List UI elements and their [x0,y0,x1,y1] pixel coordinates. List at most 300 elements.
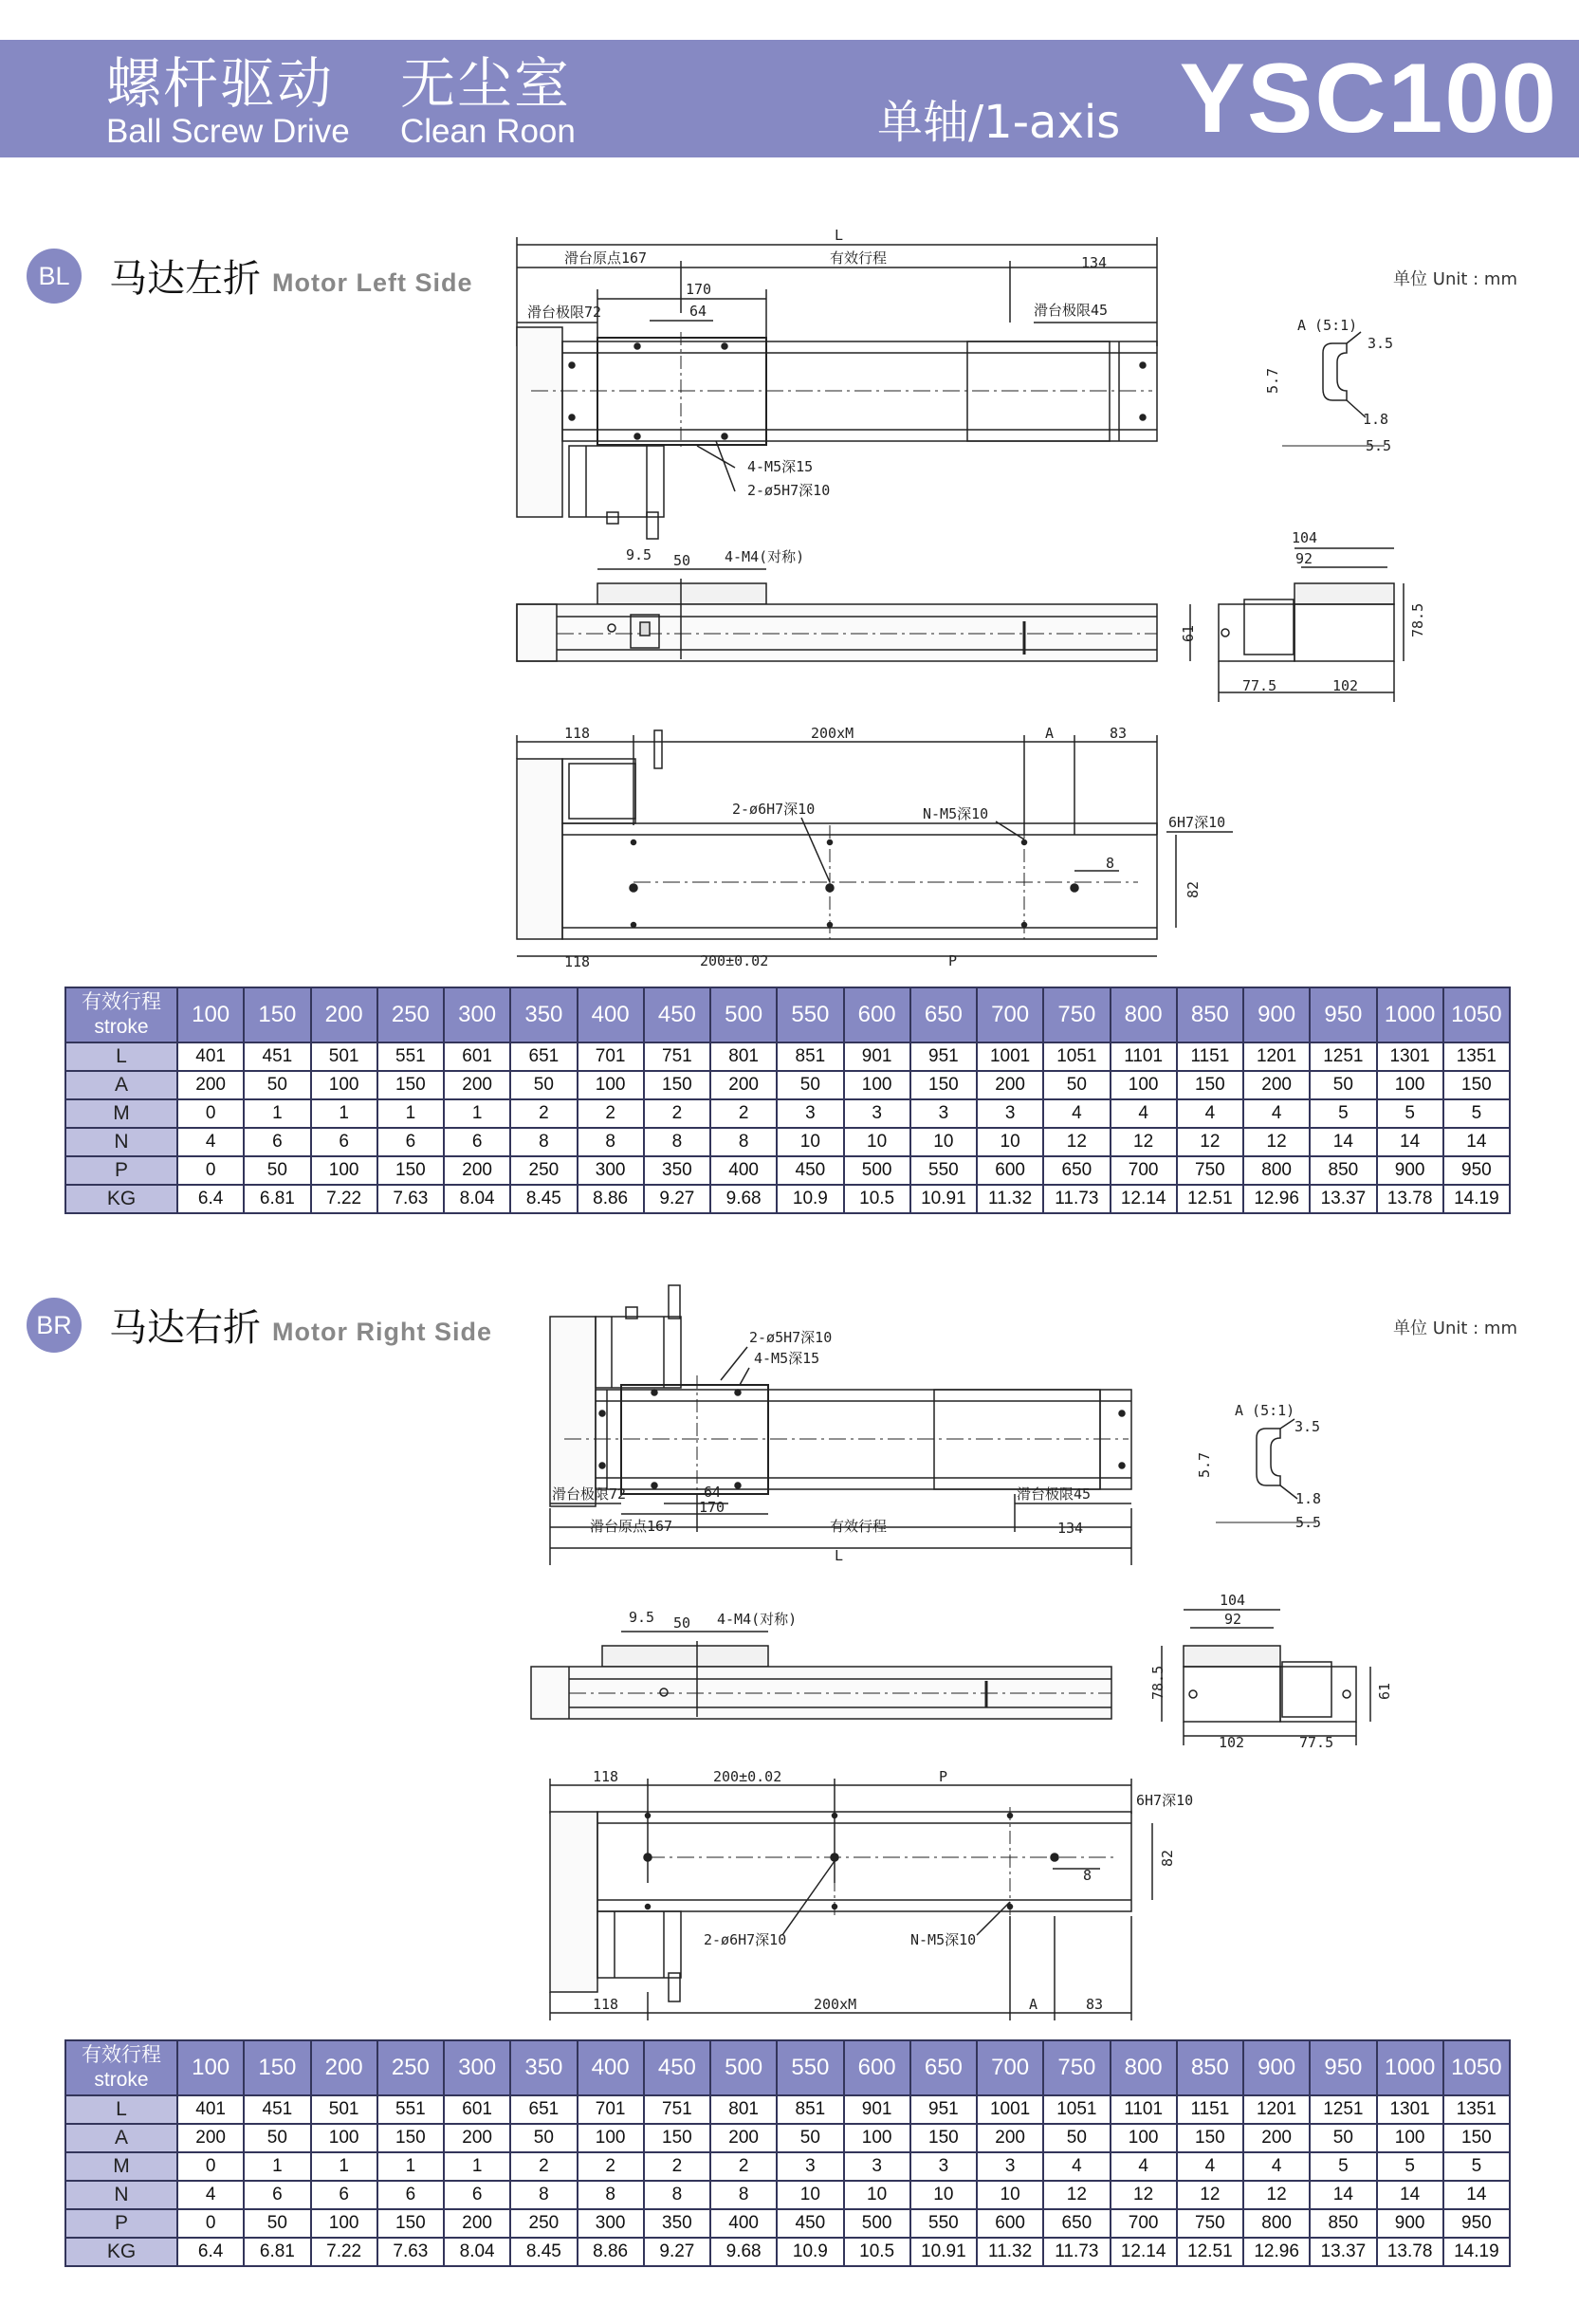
table-cell: 10 [777,1128,843,1156]
dim-64-br: 64 [704,1484,722,1501]
section-title-br-cn: 马达右折 [109,1306,261,1350]
table-cell: 100 [311,2124,377,2152]
table-cell: 14 [1443,1128,1510,1156]
table-cell: 1 [444,1099,510,1128]
stroke-column-header: 500 [710,987,777,1042]
table-cell: 650 [1043,1156,1110,1185]
table-row [65,2209,1510,2238]
dim-102-bl: 102 [1332,677,1359,694]
table-cell: 751 [644,1042,710,1071]
stroke-column-header: 650 [910,987,977,1042]
table-cell: 2 [710,1099,777,1128]
table-cell: 10.9 [777,2238,843,2266]
table-cell: 6 [444,2181,510,2209]
table-cell: 50 [1310,2124,1376,2152]
stroke-column-header: 850 [1177,987,1243,1042]
table-cell: 300 [578,1156,644,1185]
header-env-cn: 无尘室 [400,51,572,116]
dim-lim45-bl: 滑台极限45 [1034,302,1109,319]
dim-home-bl: 滑台原点167 [564,249,648,267]
table-cell: 200 [444,1156,510,1185]
table-cell: 701 [578,1042,644,1071]
table-row [65,2124,1510,2152]
stroke-column-header: 900 [1243,2040,1310,2095]
table-cell: 2 [510,2152,577,2181]
table-cell: 1 [244,1099,310,1128]
dim-200t-br: 200±0.02 [713,1768,782,1785]
header-env-en: Clean Roon [400,113,576,150]
dim-785-br: 78.5 [1149,1665,1166,1700]
table-cell: 401 [177,2095,244,2124]
table-row [65,1185,1510,1213]
dim-pin5-bl: 2-ø5H7深10 [747,482,831,499]
dim-8-bl: 8 [1106,855,1115,872]
row-label: KG [65,2238,177,2266]
row-label: M [65,1099,177,1128]
table-cell: 8.86 [578,2238,644,2266]
table-cell: 10 [910,1128,977,1156]
table-cell: 50 [1310,1071,1376,1099]
stroke-column-header: 250 [377,2040,444,2095]
table-cell: 9.68 [710,2238,777,2266]
table-cell: 600 [977,1156,1043,1185]
table-cell: 250 [510,2209,577,2238]
table-cell: 501 [311,1042,377,1071]
table-cell: 1101 [1111,2095,1177,2124]
table-row [65,1128,1510,1156]
table-row [65,2238,1510,2266]
table-cell: 901 [844,2095,910,2124]
table-cell: 6.81 [244,1185,310,1213]
table-cell: 1251 [1310,2095,1376,2124]
stroke-column-header: 450 [644,2040,710,2095]
table-cell: 13.78 [1377,1185,1443,1213]
table-cell: 200 [977,2124,1043,2152]
section-title-br-en: Motor Right Side [272,1318,492,1346]
table-cell: 50 [777,2124,843,2152]
table-cell: 650 [1043,2209,1110,2238]
table-cell: 750 [1177,1156,1243,1185]
table-cell: 50 [244,1156,310,1185]
dim-8-br: 8 [1083,1867,1092,1884]
section-badge-bl: BL [27,249,82,304]
table-cell: 200 [444,2124,510,2152]
table-cell: 651 [510,1042,577,1071]
stroke-column-header: 350 [510,2040,577,2095]
table-cell: 3 [777,2152,843,2181]
table-cell: 200 [977,1071,1043,1099]
table-cell: 13.37 [1310,2238,1376,2266]
stroke-column-header: 750 [1043,2040,1110,2095]
table-cell: 6 [377,2181,444,2209]
table-cell: 1 [444,2152,510,2181]
table-cell: 1301 [1377,1042,1443,1071]
dim-lim45-br: 滑台极限45 [1017,1485,1092,1503]
table-cell: 50 [1043,2124,1110,2152]
table-row [65,1071,1510,1099]
dim-detail-a-bl: A (5:1) [1297,317,1358,334]
dim-92-br: 92 [1224,1611,1242,1628]
table-cell: 9.27 [644,1185,710,1213]
dim-L-br: L [835,1547,844,1564]
table-cell: 150 [377,1071,444,1099]
table-cell: 5 [1310,1099,1376,1128]
table-cell: 12 [1111,1128,1177,1156]
dim-lim72-bl: 滑台极限72 [527,304,602,321]
table-cell: 7.63 [377,1185,444,1213]
table-cell: 8.04 [444,1185,510,1213]
table-cell: 450 [777,1156,843,1185]
table-cell: 400 [710,1156,777,1185]
table-cell: 12 [1243,1128,1310,1156]
dim-134-bl: 134 [1081,254,1108,271]
stroke-header-cn: 有效行程 [82,2044,161,2066]
dim-m4-br: 4-M4(对称) [717,1611,798,1628]
table-cell: 10.91 [910,1185,977,1213]
table-cell: 11.73 [1043,2238,1110,2266]
table-cell: 4 [1111,1099,1177,1128]
row-label: M [65,2152,177,2181]
stroke-column-header: 700 [977,2040,1043,2095]
header-axis: 单轴/1-axis [877,96,1121,149]
dim-h7-br: 6H7深10 [1136,1792,1194,1809]
section-badge-br: BR [27,1298,82,1353]
stroke-column-header: 850 [1177,2040,1243,2095]
stroke-column-header: 800 [1111,987,1177,1042]
stroke-column-header: 200 [311,987,377,1042]
table-cell: 5 [1443,2152,1510,2181]
table-cell: 950 [1443,1156,1510,1185]
table-cell: 12 [1243,2181,1310,2209]
stroke-column-header: 650 [910,2040,977,2095]
table-cell: 8.45 [510,2238,577,2266]
stroke-column-header: 1050 [1443,2040,1510,2095]
table-cell: 1 [377,2152,444,2181]
table-cell: 4 [1043,1099,1110,1128]
table-cell: 12 [1177,1128,1243,1156]
dim-home-br: 滑台原点167 [590,1518,673,1535]
table-cell: 401 [177,1042,244,1071]
row-label: A [65,2124,177,2152]
table-cell: 0 [177,2152,244,2181]
table-cell: 550 [910,1156,977,1185]
table-cell: 751 [644,2095,710,2124]
table-cell: 3 [844,2152,910,2181]
stroke-column-header: 100 [177,2040,244,2095]
dim-118-br-bottom: 118 [593,1996,619,2013]
br-end-view [1149,1592,1393,1751]
table-cell: 1001 [977,2095,1043,2124]
table-cell: 850 [1310,1156,1376,1185]
table-cell: 6 [244,2181,310,2209]
table-cell: 200 [177,2124,244,2152]
table-row [65,1156,1510,1185]
stroke-column-header: 500 [710,2040,777,2095]
dim-82-bl: 82 [1184,880,1202,898]
dim-m4-bl: 4-M4(对称) [725,548,805,565]
bl-side-view [517,546,1157,661]
table-cell: 2 [644,2152,710,2181]
table-cell: 200 [177,1071,244,1099]
stroke-column-header: 900 [1243,987,1310,1042]
table-cell: 100 [1377,2124,1443,2152]
dim-118-bl-bottom: 118 [564,953,591,970]
dim-61-bl: 61 [1180,624,1197,642]
stroke-column-header: 700 [977,987,1043,1042]
section-title-bl-cn: 马达左折 [109,257,261,301]
table-cell: 6 [311,2181,377,2209]
table-cell: 13.78 [1377,2238,1443,2266]
table-cell: 3 [977,2152,1043,2181]
table-cell: 6 [311,1128,377,1156]
table-cell: 701 [578,2095,644,2124]
table-cell: 5 [1377,1099,1443,1128]
table-cell: 1 [311,2152,377,2181]
table-cell: 601 [444,1042,510,1071]
stroke-column-header: 750 [1043,987,1110,1042]
table-cell: 1351 [1443,2095,1510,2124]
table-cell: 0 [177,1156,244,1185]
dim-170-bl: 170 [686,281,712,298]
dim-64-bl: 64 [689,303,707,320]
table-cell: 2 [510,1099,577,1128]
stroke-column-header: 1000 [1377,2040,1443,2095]
table-cell: 900 [1377,2209,1443,2238]
table-cell: 700 [1111,2209,1177,2238]
dim-170-br: 170 [699,1499,725,1516]
table-cell: 8.04 [444,2238,510,2266]
dim-pin6-bl: 2-ø6H7深10 [732,801,816,818]
dim-95-br: 9.5 [629,1609,655,1626]
table-cell: 100 [1377,1071,1443,1099]
stroke-header-cell [65,987,177,1042]
dim-200m-bl: 200xM [811,725,854,742]
stroke-column-header: 150 [244,987,310,1042]
table-cell: 4 [1177,1099,1243,1128]
stroke-column-header: 1000 [1377,987,1443,1042]
stroke-column-header: 950 [1310,2040,1376,2095]
table-cell: 451 [244,1042,310,1071]
table-cell: 900 [1377,1156,1443,1185]
row-label: L [65,1042,177,1071]
table-cell: 150 [377,2124,444,2152]
dim-50-bl: 50 [673,552,691,569]
table-cell: 1301 [1377,2095,1443,2124]
dim-a-bl: A [1045,725,1055,742]
table-cell: 3 [910,1099,977,1128]
table-cell: 12.14 [1111,2238,1177,2266]
dim-134-br: 134 [1057,1520,1084,1537]
table-cell: 100 [1111,2124,1177,2152]
unit-label-br: 单位 Unit : mm [1393,1319,1517,1338]
table-cell: 10.5 [844,1185,910,1213]
row-label: P [65,1156,177,1185]
table-cell: 12.14 [1111,1185,1177,1213]
table-cell: 2 [710,2152,777,2181]
table-cell: 50 [510,2124,577,2152]
table-cell: 9.68 [710,1185,777,1213]
stroke-column-header: 150 [244,2040,310,2095]
dim-55-bl: 5.5 [1366,437,1392,454]
table-row [65,1042,1510,1071]
table-cell: 1 [244,2152,310,2181]
dim-a-br: A [1029,1996,1038,2013]
table-cell: 4 [1177,2152,1243,2181]
table-cell: 400 [710,2209,777,2238]
table-cell: 2 [644,1099,710,1128]
table-cell: 200 [444,2209,510,2238]
table-cell: 1051 [1043,1042,1110,1071]
row-label: N [65,1128,177,1156]
table-cell: 0 [177,2209,244,2238]
table-cell: 8.86 [578,1185,644,1213]
dim-18-bl: 1.8 [1363,411,1389,428]
table-cell: 6.81 [244,2238,310,2266]
table-cell: 800 [1243,1156,1310,1185]
table-cell: 6 [244,1128,310,1156]
table-cell: 100 [844,1071,910,1099]
table-cell: 10.91 [910,2238,977,2266]
table-cell: 450 [777,2209,843,2238]
table-cell: 50 [244,2124,310,2152]
section-title-bl-en: Motor Left Side [272,268,473,297]
dim-83-br: 83 [1086,1996,1104,2013]
br-side-view [531,1609,1111,1719]
table-cell: 12 [1043,1128,1110,1156]
table-row [65,2181,1510,2209]
dim-200m-br: 200xM [814,1996,857,2013]
stroke-column-header: 600 [844,2040,910,2095]
table-cell: 8 [710,1128,777,1156]
table-cell: 951 [910,1042,977,1071]
stroke-header-en: stroke [94,2069,149,2091]
dim-82-br: 82 [1159,1849,1176,1867]
table-cell: 10 [977,2181,1043,2209]
table-cell: 801 [710,1042,777,1071]
table-cell: 10.5 [844,2238,910,2266]
table-cell: 501 [311,2095,377,2124]
table-cell: 14 [1310,2181,1376,2209]
br-detail-a [1196,1402,1321,1531]
stroke-column-header: 100 [177,987,244,1042]
table-cell: 200 [710,1071,777,1099]
table-cell: 13.37 [1310,1185,1376,1213]
stroke-column-header: 400 [578,2040,644,2095]
table-cell: 3 [977,1099,1043,1128]
table-cell: 6 [377,1128,444,1156]
dim-18-br: 1.8 [1295,1490,1322,1507]
table-cell: 7.22 [311,2238,377,2266]
table-cell: 901 [844,1042,910,1071]
unit-label-bl: 单位 Unit : mm [1393,269,1517,289]
dim-50-br: 50 [673,1614,691,1632]
stroke-column-header: 300 [444,2040,510,2095]
table-cell: 200 [444,1071,510,1099]
dim-775-bl: 77.5 [1242,677,1277,694]
table-cell: 12.96 [1243,2238,1310,2266]
table-cell: 9.27 [644,2238,710,2266]
stroke-column-header: 550 [777,987,843,1042]
table-cell: 14.19 [1443,2238,1510,2266]
table-cell: 8 [710,2181,777,2209]
table-cell: 12.96 [1243,1185,1310,1213]
table-cell: 7.63 [377,2238,444,2266]
table-cell: 6.4 [177,2238,244,2266]
table-cell: 8 [644,2181,710,2209]
table-cell: 550 [910,2209,977,2238]
table-cell: 1 [311,1099,377,1128]
dim-m5-bl: 4-M5深15 [747,458,814,475]
table-cell: 551 [377,1042,444,1071]
table-cell: 3 [844,1099,910,1128]
table-cell: 100 [311,2209,377,2238]
table-cell: 300 [578,2209,644,2238]
table-cell: 10 [844,1128,910,1156]
table-cell: 12 [1111,2181,1177,2209]
dim-p-br: P [939,1768,948,1785]
table-cell: 50 [510,1071,577,1099]
table-cell: 1 [377,1099,444,1128]
dim-200t-bl: 200±0.02 [700,952,769,969]
stroke-column-header: 250 [377,987,444,1042]
dim-stroke-bl: 有效行程 [830,249,888,267]
table-cell: 14 [1377,2181,1443,2209]
table-cell: 100 [311,1156,377,1185]
table-cell: 851 [777,1042,843,1071]
table-cell: 150 [910,2124,977,2152]
table-cell: 500 [844,1156,910,1185]
table-cell: 4 [1243,1099,1310,1128]
table-cell: 10 [977,1128,1043,1156]
table-cell: 12.51 [1177,1185,1243,1213]
row-label: A [65,1071,177,1099]
table-cell: 100 [578,1071,644,1099]
dim-785-bl: 78.5 [1409,602,1426,637]
bl-end-view [1180,529,1426,702]
table-cell: 8 [578,2181,644,2209]
stroke-column-header: 300 [444,987,510,1042]
table-cell: 1001 [977,1042,1043,1071]
stroke-column-header: 550 [777,2040,843,2095]
table-cell: 1201 [1243,1042,1310,1071]
row-label: N [65,2181,177,2209]
bl-top-view [517,227,1157,539]
spec-table-br [64,2039,1511,2267]
table-cell: 350 [644,2209,710,2238]
dim-83-bl: 83 [1110,725,1128,742]
table-cell: 100 [311,1071,377,1099]
table-cell: 8 [510,2181,577,2209]
dim-35-br: 3.5 [1294,1418,1321,1435]
dim-h7-bl: 6H7深10 [1168,814,1226,831]
table-cell: 5 [1310,2152,1376,2181]
dim-pin5-br: 2-ø5H7深10 [749,1329,833,1346]
table-cell: 451 [244,2095,310,2124]
table-cell: 8 [644,1128,710,1156]
table-cell: 14 [1310,1128,1376,1156]
br-top-view [550,1285,1131,1565]
dim-lim72-br: 滑台极限72 [552,1485,627,1503]
table-cell: 700 [1111,1156,1177,1185]
table-cell: 1201 [1243,2095,1310,2124]
dim-35-bl: 3.5 [1368,335,1394,352]
table-cell: 12 [1177,2181,1243,2209]
table-cell: 551 [377,2095,444,2124]
dim-nm5-br: N-M5深10 [910,1931,977,1948]
table-cell: 8 [510,1128,577,1156]
table-cell: 11.32 [977,1185,1043,1213]
table-cell: 5 [1377,2152,1443,2181]
